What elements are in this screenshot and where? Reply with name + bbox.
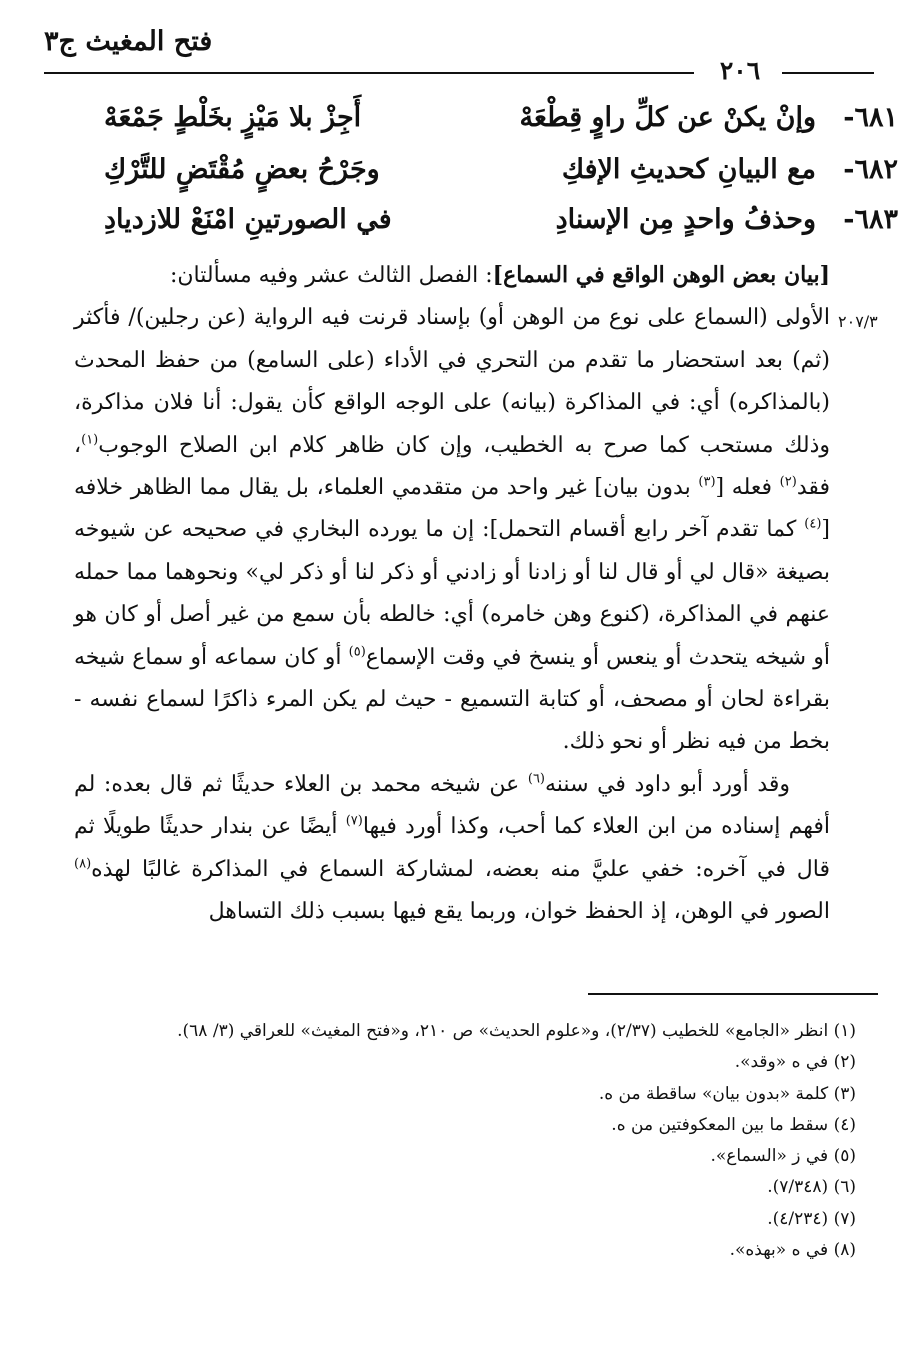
verse-number: ٦٨١- [843, 102, 898, 133]
margin-page-reference: ٢٠٧/٣ [838, 312, 878, 331]
footnote-ref: (٢) [779, 474, 797, 490]
header-rule [44, 72, 694, 74]
footnote: (٥) في ز «السماع». [710, 1146, 856, 1167]
verse-line [104, 102, 898, 142]
footnote-ref: (٧) [345, 813, 363, 829]
header-rule [782, 72, 874, 74]
footnote-ref: (٣) [698, 474, 716, 490]
section-heading-bold: [بيان بعض الوهن الواقع في السماع] [492, 262, 830, 288]
paragraph-text: الصور في الوهن، إذ الحفظ خوان، وربما يقع فيها بسبب ذلك التساهل [208, 899, 830, 925]
paragraph [74, 764, 830, 934]
verse-line [104, 204, 898, 244]
paragraph-text: فعله [ [715, 475, 780, 501]
verse-second-hemistich: أَجِزْ بلا مَيْزٍ بخَلْطٍ جَمْعَهْ [104, 102, 362, 133]
section-heading-text: : الفصل الثالث عشر وفيه مسألتان: [169, 263, 493, 288]
paragraph-text: أيضًا عن بندار حديثًا طويلًا ثم قال في آخره: خفي عليَّ منه بعضه، لمشاركة السماع في المذاكرة غالبًا لهذه [74, 814, 830, 882]
footnote-ref: (١) [81, 432, 99, 448]
footnote-ref: (٨) [74, 856, 92, 872]
footnote: (٧) (٤/٢٣٤). [767, 1208, 856, 1229]
paragraph-text: بدون بيان] غير واحد من متقدمي العلماء، بل يقال مما الظاهر خلافه [ [74, 475, 831, 543]
verse-number: ٦٨٣- [843, 204, 898, 235]
section-heading [74, 254, 830, 297]
verse-second-hemistich: وجَرْحُ بعضٍ مُقْتَضٍ للتَّرْكِ [104, 154, 380, 185]
paragraph-text: أو كان سماعه أو سماع شيخه بقراءة لحان أو مصحف، أو كتابة التسميع - حيث لم يكن المرء ذاكرًا لسماع نفسه - بخط من فيه نظر أو نحو ذلك. [74, 644, 830, 755]
verse-line [104, 154, 898, 194]
footnote: (٣) كلمة «بدون بيان» ساقطة من ه. [598, 1083, 856, 1104]
paragraph-text: وقد أورد أبو داود في سننه [545, 771, 791, 797]
paragraph-text: ، فقد [74, 432, 831, 501]
footnote: (٢) في ه «وقد». [734, 1052, 856, 1073]
footnote: (٤) سقط ما بين المعكوفتين من ه. [611, 1114, 856, 1135]
footnote-separator [588, 993, 878, 995]
paragraph-text: عن شيخه محمد بن العلاء حديثًا ثم قال بعده: لم أفهم إسناده من ابن العلاء كما أحب، وكذا أورد فيها [74, 771, 830, 840]
paragraph [74, 297, 830, 763]
footnote: (٨) في ه «بهذه». [729, 1240, 856, 1261]
verse-first-hemistich: وحذفُ واحدٍ مِن الإسنادِ [555, 204, 816, 235]
footnote: (٦) (٧/٣٤٨). [767, 1177, 856, 1198]
footnote: (١) انظر «الجامع» للخطيب (٢/٣٧)، و«علوم الحديث» ص ٢١٠، و«فتح المغيث» للعراقي (٣/ ٦٨). [177, 1021, 856, 1041]
paragraph-text: الأولى (السماع على نوع من الوهن أو) بإسناد قرنت فيه الرواية (عن رجلين)/ فأكثر (ثم) بعد استحضار ما تقدم من التحري في الأداء (على السامع) من حفظ المحدث (بالمذاكره) أي: في المذاكرة (بيانه) على الوجه الواقع كأن يقول: أنا فلان مذاكرة، وذلك مستحب كما صرح به الخطيب، وإن كان ظاهر كلام ابن الصلاح الوجوب [74, 305, 831, 458]
page-number: ٢٠٦ [719, 56, 761, 85]
verse-first-hemistich: وإنْ يكنْ عن كلِّ راوٍ قِطْعَهْ [519, 102, 816, 133]
footnotes [70, 1016, 856, 1266]
main-text [74, 254, 830, 934]
verse-second-hemistich: في الصورتينِ امْنَعْ للازديادِ [104, 204, 392, 235]
paragraph-text: كما تقدم آخر رابع أقسام التحمل]: إن ما يورده البخاري في صحيحه عن شيوخه بصيغة «قال لي أو قال لنا أو زادنا أو زادني أو ذكر لنا أو ذكر لي» ونحوهما مما حمله عنهم في المذاكرة، (كنوع وهن خامره) أي: خالطه بأن سمع من غير أصل أو كان هو أو شيخه يتحدث أو ينعس أو ينسخ في وقت الإسماع [74, 517, 830, 670]
footnote-ref: (٥) [348, 644, 366, 660]
footnote-ref: (٤) [804, 517, 822, 533]
running-title: فتح المغيث ج٣ [44, 26, 213, 57]
verse-first-hemistich: مع البيانِ كحديثِ الإفكِ [561, 154, 816, 185]
footnote-ref: (٦) [527, 771, 545, 787]
verse-number: ٦٨٢- [843, 154, 898, 185]
